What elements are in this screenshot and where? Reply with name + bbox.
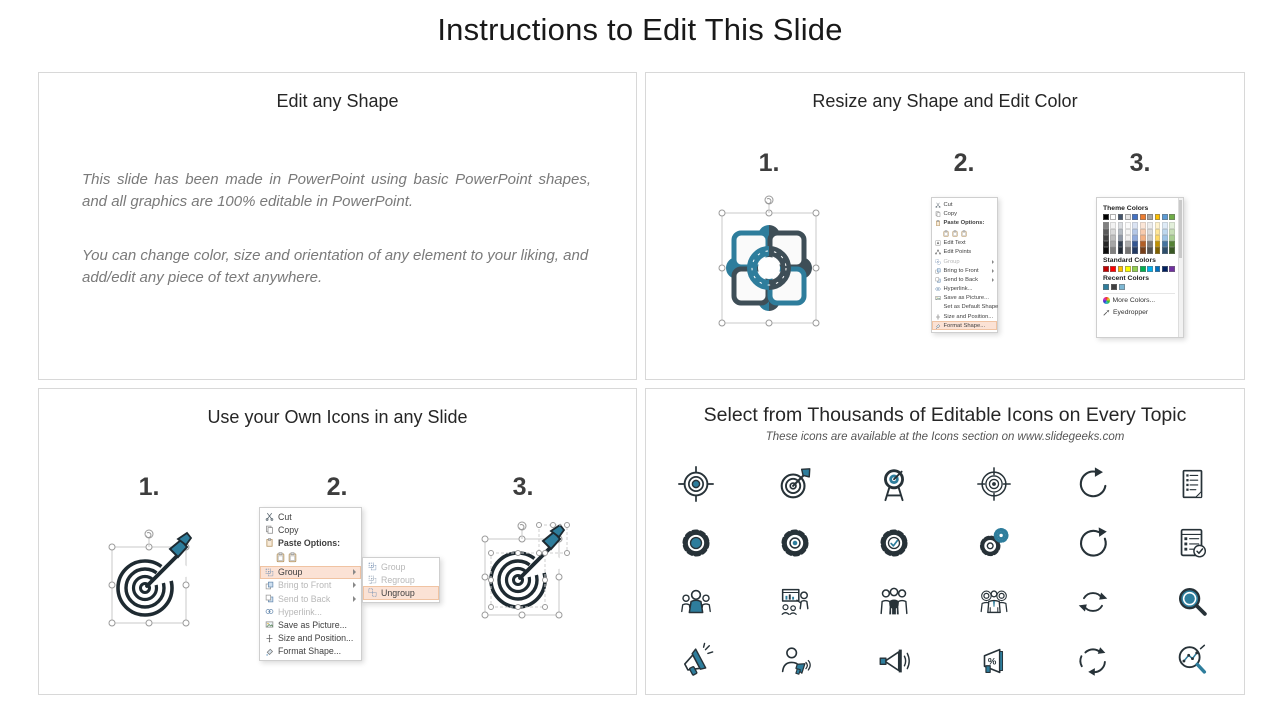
regroup-icon	[368, 575, 377, 584]
theme-tint-swatch[interactable]	[1118, 247, 1124, 253]
paste-icon[interactable]	[288, 552, 297, 563]
target-crosshair-icon[interactable]	[675, 463, 717, 505]
menu-large-item-send-to-back[interactable]: Send to Back	[260, 592, 361, 605]
standard-color-swatch[interactable]	[1147, 266, 1153, 272]
standard-color-swatch[interactable]	[1169, 266, 1175, 272]
theme-color-swatch[interactable]	[1118, 214, 1124, 220]
resize-step-2-number: 2.	[953, 149, 975, 177]
double-gear-icon[interactable]	[973, 522, 1015, 564]
eyedropper-item[interactable]	[1103, 307, 1175, 317]
cycle-arrows-icon[interactable]	[1072, 640, 1114, 682]
target-icon-ungrouped	[467, 513, 579, 632]
hyperlink-icon	[265, 607, 274, 616]
theme-tint-swatch[interactable]	[1155, 247, 1161, 253]
menu-small-paste-options-icons	[932, 228, 997, 239]
send-back-icon	[265, 594, 274, 603]
submenu-item-group[interactable]: Group	[363, 560, 439, 573]
submenu-arrow-icon	[992, 278, 994, 282]
size-icon	[935, 314, 941, 320]
magnifier-icon[interactable]	[1171, 581, 1213, 623]
context-menu-small	[931, 197, 998, 333]
menu-large-item-size-and-position[interactable]: Size and Position...	[260, 632, 361, 645]
paste-icon[interactable]	[943, 230, 949, 237]
clipboard-icon	[265, 538, 274, 547]
icons-step-1-number: 1.	[138, 473, 160, 501]
panel-own-icons	[38, 388, 637, 695]
theme-color-swatch[interactable]	[1162, 214, 1168, 220]
color-wheel-icon	[1103, 297, 1110, 304]
theme-tint-swatch[interactable]	[1132, 247, 1138, 253]
standard-color-swatch[interactable]	[1125, 266, 1131, 272]
megaphone-percent-icon[interactable]	[973, 640, 1015, 682]
edit-shape-title: Edit any Shape	[276, 91, 399, 111]
refresh-arrow-icon[interactable]	[1072, 522, 1114, 564]
theme-tint-swatch[interactable]	[1103, 247, 1109, 253]
speaker-audience-icon[interactable]	[675, 581, 717, 623]
menu-small-item-send-to-back[interactable]: Send to Back	[932, 275, 997, 284]
submenu-arrow-icon	[353, 596, 356, 602]
person-announce-icon[interactable]	[774, 640, 816, 682]
submenu-item-regroup[interactable]: Regroup	[363, 573, 439, 586]
group-icon	[265, 568, 274, 577]
panel-resize-shape	[645, 72, 1245, 380]
recent-color-swatch[interactable]	[1111, 284, 1117, 290]
team-network-icon[interactable]	[973, 581, 1015, 623]
recent-colors-label: Recent Colors	[1103, 275, 1150, 283]
panel-icon-library	[645, 388, 1245, 695]
color-picker	[1096, 197, 1184, 338]
megaphone-tilted-icon[interactable]	[675, 640, 717, 682]
theme-tint-swatch[interactable]	[1147, 247, 1153, 253]
gear-check-icon[interactable]	[873, 522, 915, 564]
standard-color-swatch[interactable]	[1155, 266, 1161, 272]
menu-small-item-edit-text[interactable]: Edit Text	[932, 239, 997, 248]
target-dart-icon[interactable]	[774, 463, 816, 505]
standard-color-swatch[interactable]	[1103, 266, 1109, 272]
menu-large-item-cut[interactable]: Cut	[260, 510, 361, 523]
theme-color-swatch[interactable]	[1110, 214, 1116, 220]
theme-tint-swatch[interactable]	[1110, 247, 1116, 253]
gear-dot-icon[interactable]	[774, 522, 816, 564]
theme-tint-swatch[interactable]	[1125, 247, 1131, 253]
resize-shape-title: Resize any Shape and Edit Color	[812, 91, 1078, 111]
menu-small-item-bring-to-front[interactable]: Bring to Front	[932, 266, 997, 275]
submenu-item-ungroup[interactable]: Ungroup	[363, 586, 439, 599]
submenu-arrow-icon	[353, 569, 356, 575]
bring-front-icon	[265, 581, 274, 590]
picture-icon	[935, 295, 941, 301]
theme-tint-swatch[interactable]	[1169, 247, 1175, 253]
copy-icon	[265, 525, 274, 534]
recent-color-swatch[interactable]	[1103, 284, 1109, 290]
theme-color-swatch[interactable]	[1103, 214, 1109, 220]
menu-large-item-bring-to-front[interactable]: Bring to Front	[260, 579, 361, 592]
icon-library-title: Select from Thousands of Editable Icons on Every Topic	[703, 404, 1187, 426]
more-colors-label: More Colors...	[1112, 296, 1156, 304]
panel-edit-shape	[38, 72, 637, 380]
icons-step-3-number: 3.	[512, 473, 534, 501]
submenu-arrow-icon	[353, 582, 356, 588]
standard-color-swatch[interactable]	[1118, 266, 1124, 272]
hyperlink-icon	[935, 286, 941, 292]
svg-text:%: %	[987, 655, 996, 667]
megaphone-side-icon[interactable]	[873, 640, 915, 682]
menu-large-item-paste-options[interactable]: Paste Options:	[260, 536, 361, 549]
presentation-icon[interactable]	[774, 581, 816, 623]
standard-colors-label: Standard Colors	[1103, 256, 1156, 264]
edit-text-icon	[935, 240, 941, 246]
sync-arrows-icon[interactable]	[1072, 581, 1114, 623]
group-icon	[935, 259, 941, 265]
team-icon[interactable]	[873, 581, 915, 623]
submenu-arrow-icon	[992, 260, 994, 264]
resize-step-3-number: 3.	[1129, 149, 1151, 177]
menu-small-item-save-as-picture[interactable]: Save as Picture...	[932, 294, 997, 303]
scissors-icon	[265, 512, 274, 521]
ungroup-icon	[368, 588, 377, 597]
rotate-arrow-icon[interactable]	[1072, 463, 1114, 505]
menu-large-item-save-as-picture[interactable]: Save as Picture...	[260, 618, 361, 631]
scissors-icon	[935, 202, 941, 208]
magnifier-chart-icon[interactable]	[1171, 640, 1213, 682]
context-menu-large	[259, 507, 362, 661]
eyedropper-icon	[1103, 309, 1110, 316]
menu-large-paste-options-icons	[260, 550, 361, 566]
theme-color-swatch[interactable]	[1140, 214, 1146, 220]
standard-color-swatch[interactable]	[1132, 266, 1138, 272]
more-colors-item[interactable]	[1103, 293, 1175, 304]
paste-icon[interactable]	[961, 230, 967, 237]
menu-small-item-cut[interactable]: Cut	[932, 200, 997, 209]
menu-small-item-group[interactable]: Group	[932, 257, 997, 266]
menu-small-item-hyperlink[interactable]: Hyperlink...	[932, 285, 997, 294]
theme-color-swatch[interactable]	[1147, 214, 1153, 220]
menu-small-item-set-as-default-shape[interactable]: Set as Default Shape	[943, 304, 999, 311]
menu-small-item-edit-points[interactable]: Edit Points	[932, 248, 997, 257]
own-icons-title: Use your Own Icons in any Slide	[207, 407, 468, 427]
icon-grid	[646, 454, 1242, 690]
menu-large-item-copy[interactable]: Copy	[260, 523, 361, 536]
theme-tint-swatch[interactable]	[1140, 247, 1146, 253]
bring-front-icon	[935, 268, 941, 274]
theme-color-swatch[interactable]	[1132, 214, 1138, 220]
group-submenu	[362, 557, 440, 603]
theme-color-swatch[interactable]	[1125, 214, 1131, 220]
color-picker-scrollbar[interactable]	[1178, 198, 1184, 337]
menu-large-item-hyperlink[interactable]: Hyperlink...	[260, 605, 361, 618]
selected-shape-preview	[706, 189, 832, 344]
menu-small-item-format-shape[interactable]: Format Shape...	[932, 321, 997, 330]
standard-color-swatch[interactable]	[1110, 266, 1116, 272]
icon-library-subtitle: These icons are available at the Icons section on www.slidegeeks.com	[765, 431, 1125, 443]
menu-small-item-size-and-position[interactable]: Size and Position...	[932, 312, 997, 321]
send-back-icon	[935, 277, 941, 283]
menu-large-item-group[interactable]: Group	[260, 566, 361, 579]
slide-title: Instructions to Edit This Slide	[437, 12, 843, 47]
theme-color-swatch[interactable]	[1169, 214, 1175, 220]
theme-color-swatch[interactable]	[1155, 214, 1161, 220]
gear-solid-icon[interactable]	[675, 522, 717, 564]
theme-colors-label: Theme Colors	[1103, 205, 1149, 212]
checklist-icon[interactable]	[1171, 522, 1213, 564]
paste-icon[interactable]	[276, 552, 285, 563]
dartboard-stand-icon[interactable]	[873, 463, 915, 505]
standard-color-swatch[interactable]	[1162, 266, 1168, 272]
menu-small-item-paste-options[interactable]: Paste Options:	[932, 218, 997, 227]
menu-small-item-copy[interactable]: Copy	[932, 209, 997, 218]
picture-icon	[265, 620, 274, 629]
format-icon	[935, 323, 941, 329]
submenu-arrow-icon	[992, 269, 994, 273]
resize-step-1-number: 1.	[758, 149, 780, 177]
crosshair-dot-icon[interactable]	[973, 463, 1015, 505]
standard-color-swatch[interactable]	[1140, 266, 1146, 272]
recent-color-swatch[interactable]	[1119, 284, 1125, 290]
size-icon	[265, 634, 274, 643]
edit-points-icon	[935, 249, 941, 255]
format-icon	[265, 647, 274, 656]
copy-icon	[935, 211, 941, 217]
document-list-icon[interactable]	[1171, 463, 1213, 505]
target-icon-selected	[94, 521, 206, 640]
edit-shape-paragraph-1: This slide has been made in PowerPoint using basic PowerPoint shapes, and all graphics are 100% editable in PowerPoint.	[82, 171, 591, 210]
theme-tint-swatch[interactable]	[1162, 247, 1168, 253]
menu-large-item-format-shape[interactable]: Format Shape...	[260, 645, 361, 658]
edit-shape-paragraph-2: You can change color, size and orientation of any element to your liking, and add/edit any piece of text anywhere.	[82, 247, 589, 286]
paste-icon[interactable]	[952, 230, 958, 237]
clipboard-icon	[935, 220, 941, 226]
eyedropper-label: Eyedropper	[1113, 309, 1149, 317]
icons-step-2-number: 2.	[326, 473, 348, 501]
group-icon	[368, 562, 377, 571]
